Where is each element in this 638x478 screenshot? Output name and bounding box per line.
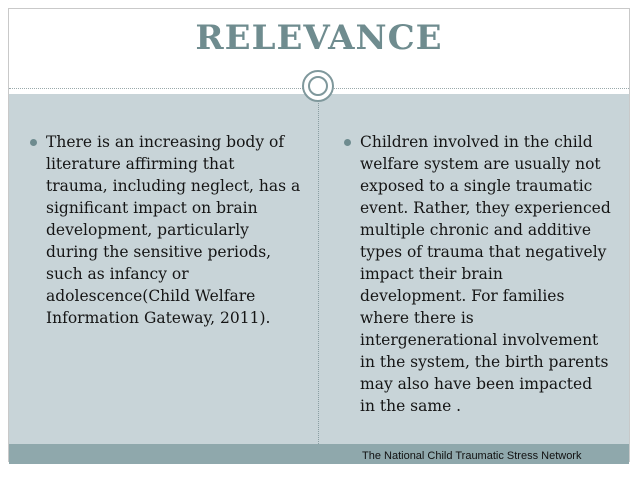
left-bullet-item	[46, 131, 314, 329]
right-bullet-item	[360, 131, 628, 417]
footer-credit: The National Child Traumatic Stress Network	[362, 450, 582, 462]
bullet-marker-icon	[30, 139, 37, 146]
circle-ornament-icon	[302, 70, 334, 102]
right-bullet-text: Children involved in the child welfare system are usually not exposed to a single traumatic event. Rather, they experienced multiple chronic and additive types of trauma that negatively impact their brain development. For families where there is intergenerational involvement in the system, the birth parents may also have been impacted in the same .	[360, 133, 611, 415]
bullet-marker-icon	[344, 139, 351, 146]
circle-ornament-inner	[308, 76, 328, 96]
left-bullet-text: There is an increasing body of literature affirming that trauma, including neglect, has a significant impact on brain development, particularly during the sensitive periods, such as infancy or adolescence(Child Welfare Information Gateway, 2011).	[46, 133, 301, 327]
slide-title: RELEVANCE	[195, 18, 443, 58]
column-divider	[318, 94, 319, 444]
